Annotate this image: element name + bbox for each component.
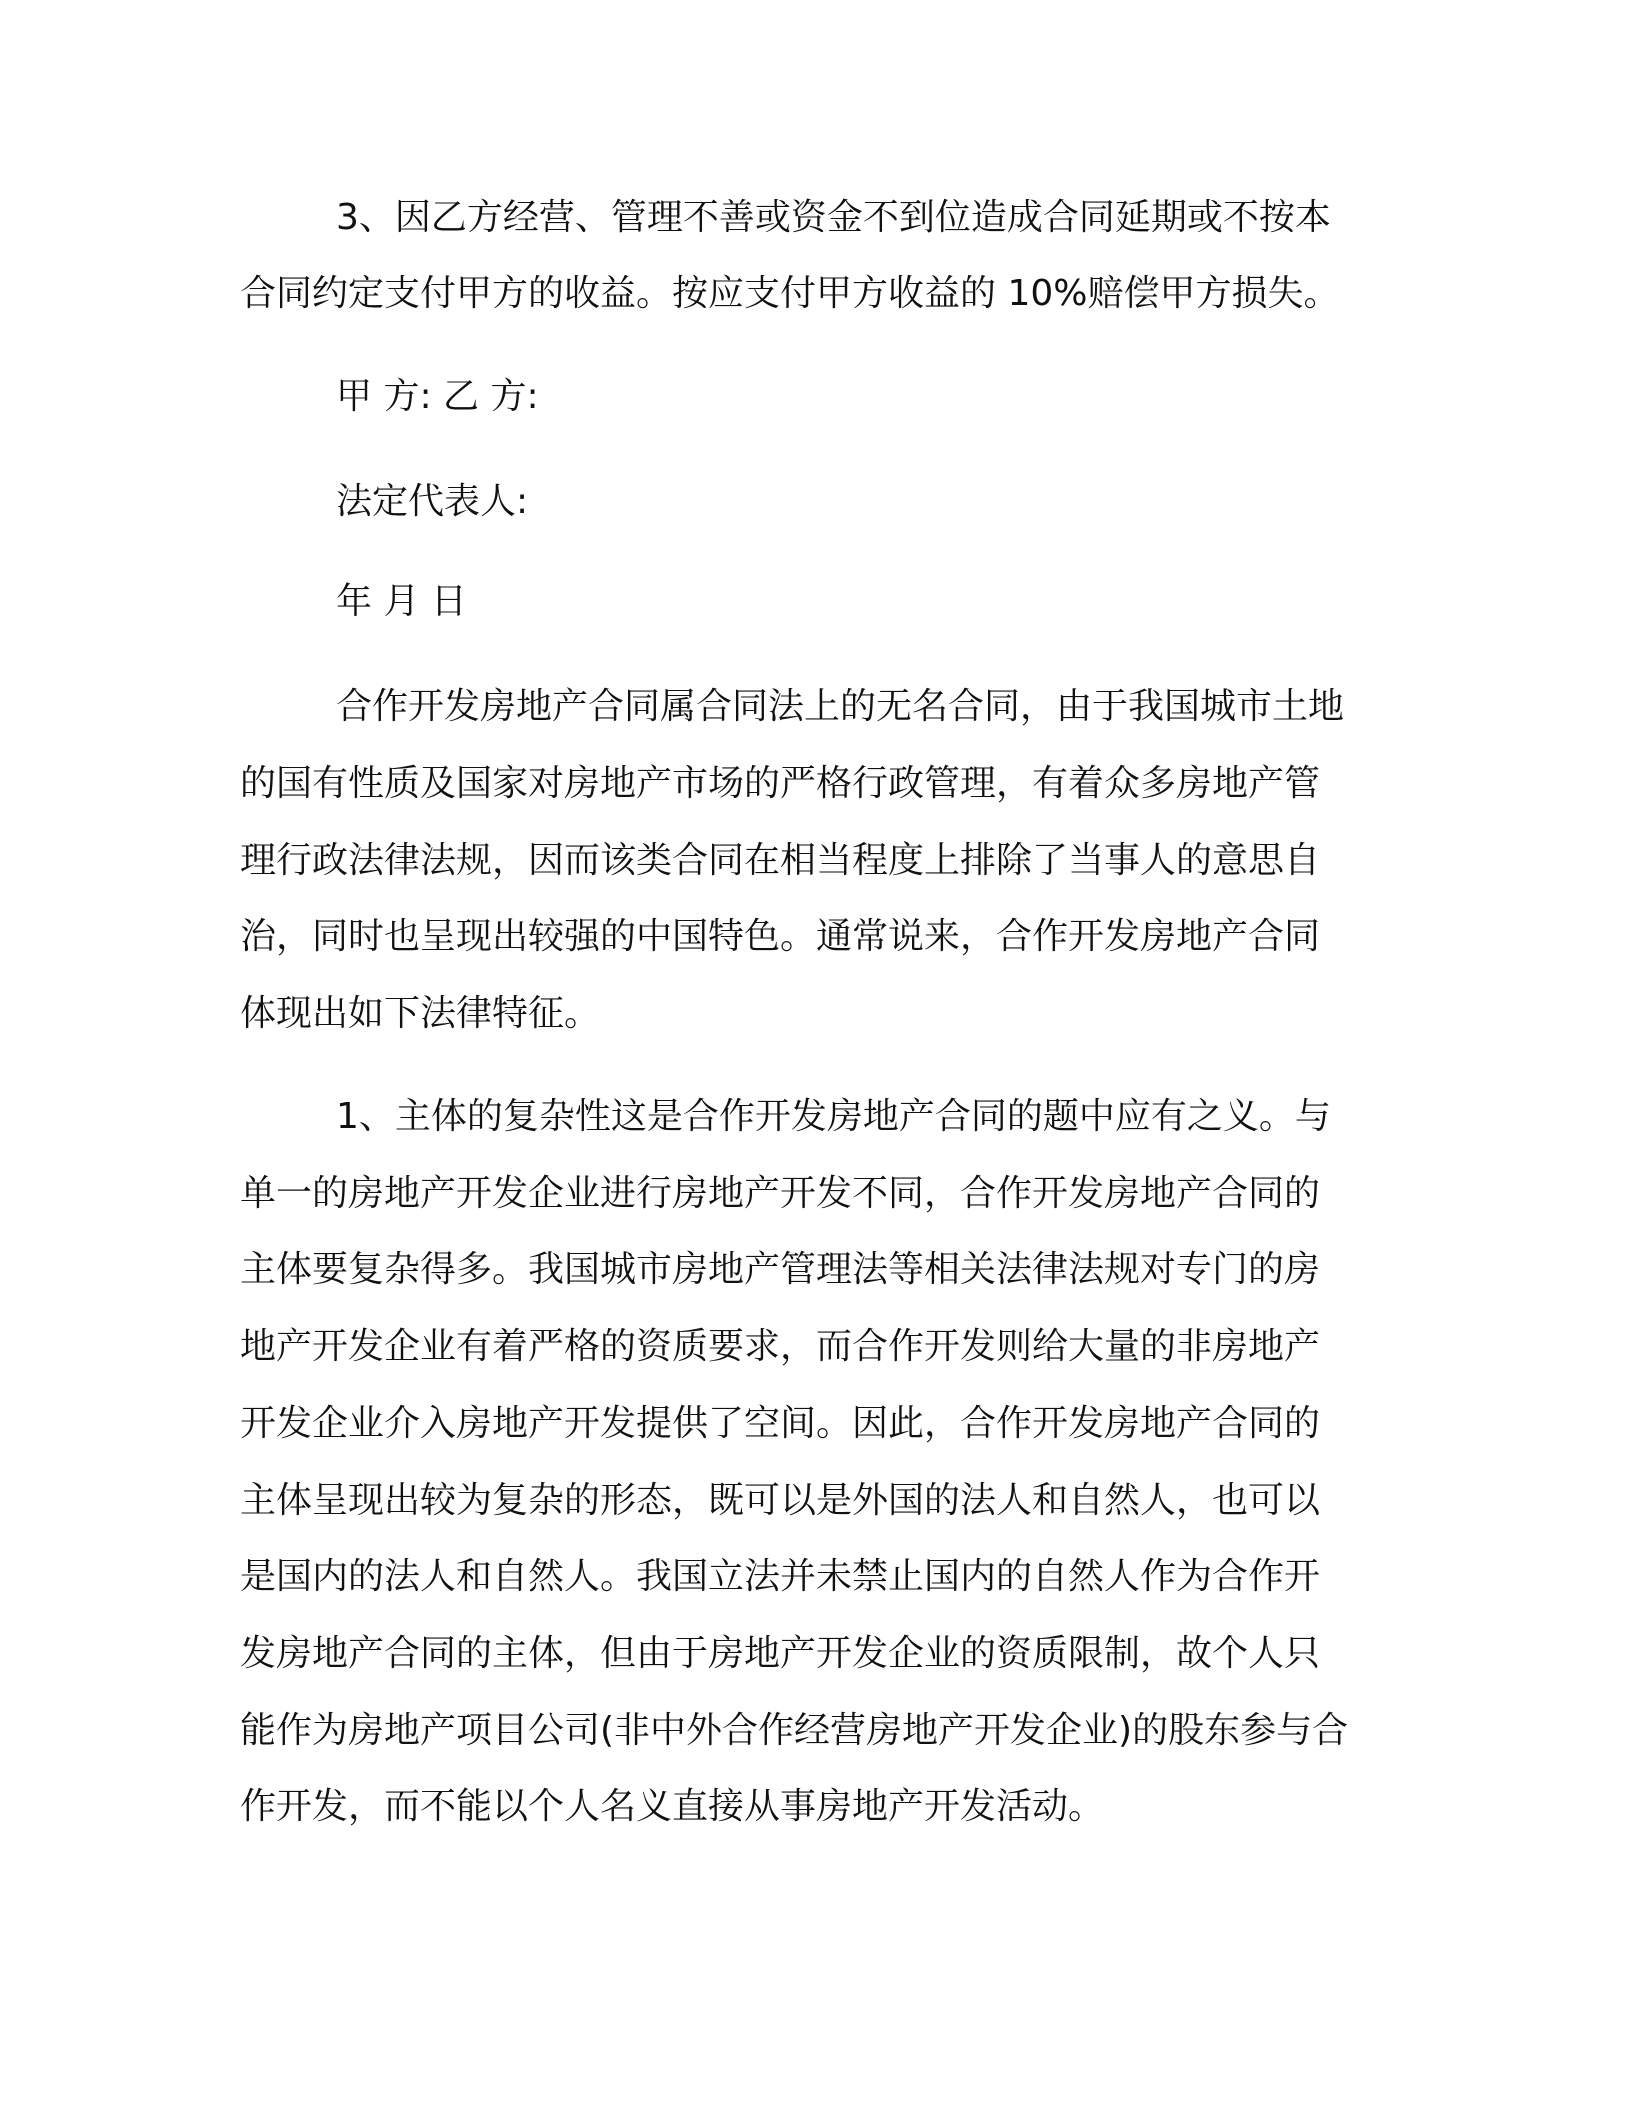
feature-1-line-10: 作开发，而不能以个人名义直接从事房地产开发活动。 — [240, 1786, 1105, 1827]
feature-1-line-3: 主体要复杂得多。我国城市房地产管理法等相关法律法规对专门的房 — [240, 1249, 1321, 1290]
feature-1-line-4: 地产开发企业有着严格的资质要求，而合作开发则给大量的非房地产 — [240, 1326, 1321, 1367]
clause-3-line-1: 3、因乙方经营、管理不善或资金不到位造成合同延期或不按本 — [336, 197, 1331, 238]
intro-line-5: 体现出如下法律特征。 — [240, 993, 601, 1034]
feature-1-line-9: 能作为房地产项目公司(非中外合作经营房地产开发企业)的股东参与合 — [240, 1710, 1349, 1751]
feature-1-line-6: 主体呈现出较为复杂的形态，既可以是外国的法人和自然人，也可以 — [240, 1480, 1321, 1521]
feature-1-line-5: 开发企业介入房地产开发提供了空间。因此，合作开发房地产合同的 — [240, 1403, 1321, 1444]
feature-1-line-2: 单一的房地产开发企业进行房地产开发不同，合作开发房地产合同的 — [240, 1173, 1321, 1214]
intro-line-3: 理行政法律法规，因而该类合同在相当程度上排除了当事人的意思自 — [240, 840, 1321, 881]
signature-date: 年 月 日 — [336, 581, 467, 622]
intro-line-4: 治，同时也呈现出较强的中国特色。通常说来，合作开发房地产合同 — [240, 916, 1321, 957]
signature-representative: 法定代表人: — [336, 481, 529, 522]
feature-1-line-8: 发房地产合同的主体，但由于房地产开发企业的资质限制，故个人只 — [240, 1633, 1321, 1674]
intro-line-2: 的国有性质及国家对房地产市场的严格行政管理，有着众多房地产管 — [240, 763, 1321, 804]
feature-1-line-1: 1、主体的复杂性这是合作开发房地产合同的题中应有之义。与 — [336, 1096, 1331, 1137]
feature-1-line-7: 是国内的法人和自然人。我国立法并未禁止国内的自然人作为合作开 — [240, 1556, 1321, 1597]
intro-line-1: 合作开发房地产合同属合同法上的无名合同，由于我国城市土地 — [336, 686, 1345, 727]
signature-parties: 甲 方: 乙 方: — [336, 376, 539, 417]
clause-3-line-2: 合同约定支付甲方的收益。按应支付甲方收益的 10%赔偿甲方损失。 — [240, 273, 1340, 314]
